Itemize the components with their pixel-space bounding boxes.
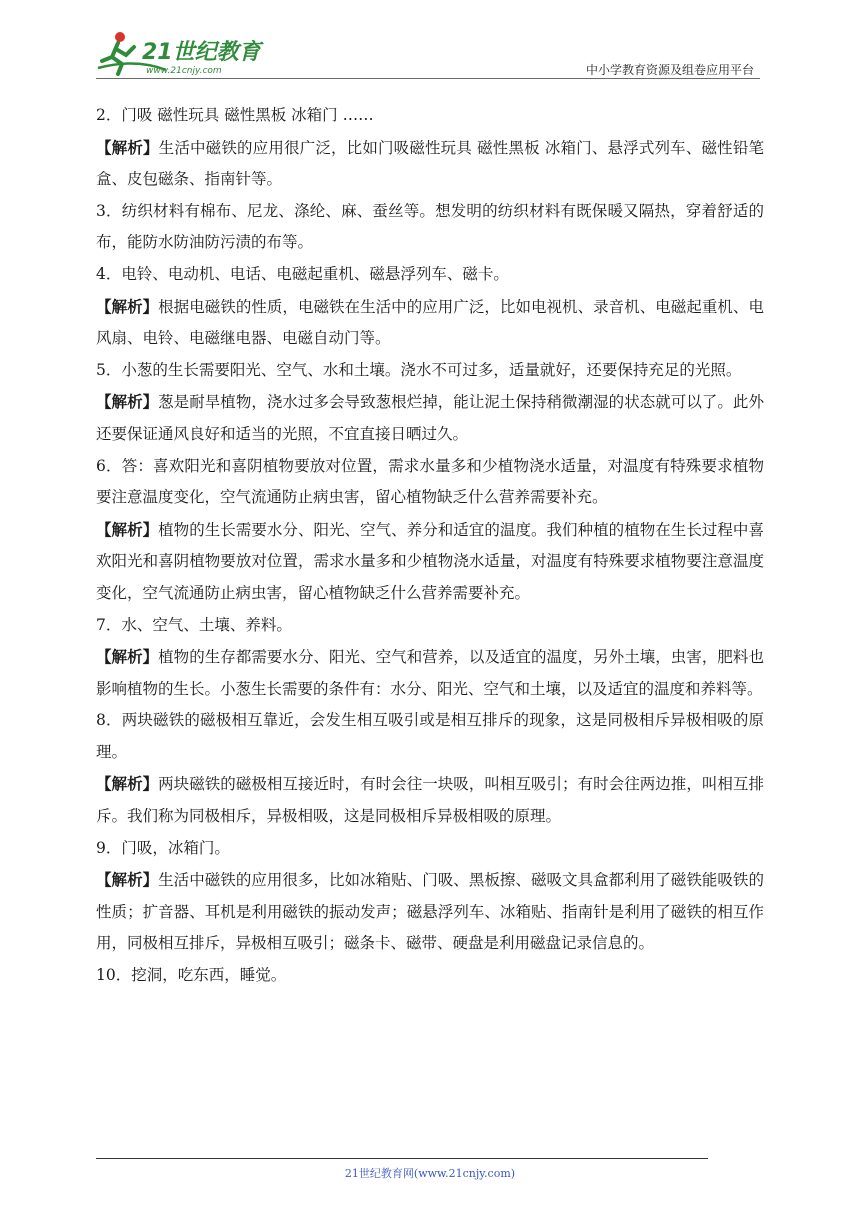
site-logo (96, 28, 266, 80)
analysis-tag: 【解析】 (96, 774, 159, 794)
paragraph-text: 3．纺织材料有棉布、尼龙、涤纶、麻、蚕丝等。想发明的纺织材料有既保暖又隔热，穿着舒适的布，能防水防油防污渍的布等。 (96, 201, 764, 252)
paragraph-text: 两块磁铁的磁极相互接近时，有时会往一块吸，叫相互吸引；有时会往两边推，叫相互排斥。我们称为同极相斥，异极相吸，这是同极相斥异极相吸的原理。 (96, 775, 764, 826)
answer-paragraph (96, 705, 764, 768)
answer-paragraph (96, 355, 764, 387)
answer-paragraph (96, 259, 764, 291)
analysis-paragraph (96, 291, 764, 355)
paragraph-text: 4．电铃、电动机、电话、电磁起重机、磁悬浮列车、磁卡。 (96, 264, 509, 283)
paragraph-text: 10．挖洞，吃东西，睡觉。 (96, 966, 287, 985)
paragraph-text: 7．水、空气、土壤、养料。 (96, 615, 292, 634)
paragraph-text: 5．小葱的生长需要阳光、空气、水和土壤。浇水不可过多，适量就好，还要保持充足的光照。 (96, 360, 742, 379)
paragraph-text: 2．门吸 磁性玩具 磁性黑板 冰箱门 …… (96, 106, 374, 124)
analysis-paragraph (96, 386, 764, 450)
header-divider (96, 78, 760, 79)
analysis-paragraph (96, 864, 764, 960)
answer-paragraph (96, 100, 764, 132)
analysis-tag: 【解析】 (96, 519, 159, 539)
answer-content (96, 100, 764, 992)
footer-divider (96, 1158, 708, 1159)
analysis-paragraph (96, 768, 764, 832)
analysis-paragraph (96, 641, 764, 705)
paragraph-text: 生活中磁铁的应用很多，比如冰箱贴、门吸、黑板擦、磁吸文具盒都利用了磁铁能吸铁的性质；扩音器、耳机是利用磁铁的振动发声；磁悬浮列车、冰箱贴、指南针是利用了磁铁的相互作用，同极相互排斥，异极相互吸引；磁条卡、磁带、硬盘是利用磁盘记录信息的。 (96, 871, 764, 953)
analysis-paragraph (96, 132, 764, 196)
footer-text: 21世纪教育网(www.21cnjy.com) (344, 1167, 516, 1180)
paragraph-text: 植物的生存都需要水分、阳光、空气和营养，以及适宜的温度，另外土壤，虫害，肥料也影响植物的生长。小葱生长需要的条件有：水分、阳光、空气和土壤，以及适宜的温度和养料等。 (96, 648, 764, 698)
analysis-tag: 【解析】 (96, 392, 159, 412)
answer-paragraph (96, 196, 764, 259)
paragraph-text: 8．两块磁铁的磁极相互靠近，会发生相互吸引或是相互排斥的现象，这是同极相斥异极相吸的原理。 (96, 711, 764, 761)
platform-name: 中小学教育资源及组卷应用平台 (585, 63, 754, 77)
paragraph-text: 6．答：喜欢阳光和喜阴植物要放对位置，需求水量多和少植物浇水适量，对温度有特殊要求植物要注意温度变化，空气流通防止病虫害，留心植物缺乏什么营养需要补充。 (96, 456, 764, 507)
paragraph-text: 葱是耐旱植物，浇水过多会导致葱根烂掉，能让泥土保持稍微潮湿的状态就可以了。此外还要保证通风良好和适当的光照，不宜直接日晒过久。 (96, 393, 764, 443)
answer-paragraph (96, 960, 764, 992)
answer-paragraph (96, 610, 764, 642)
analysis-tag: 【解析】 (96, 647, 159, 667)
paragraph-text: 根据电磁铁的性质，电磁铁在生活中的应用广泛，比如电视机、录音机、电磁起重机、电风扇、电铃、电磁继电器、电磁自动门等。 (96, 297, 764, 348)
logo-url: www.21cnjy.com (146, 66, 222, 76)
page-header (96, 28, 760, 80)
paragraph-text: 9．门吸，冰箱门。 (96, 838, 230, 857)
paragraph-text: 生活中磁铁的应用很广泛，比如门吸磁性玩具 磁性黑板 冰箱门、悬浮式列车、磁性铅笔盒、皮包磁条、指南针等。 (96, 138, 764, 189)
paragraph-text: 植物的生长需要水分、阳光、空气、养分和适宜的温度。我们种植的植物在生长过程中喜欢阳光和喜阴植物要放对位置，需求水量多和少植物浇水适量，对温度有特殊要求植物要注意温度变化，空气流通防止病虫害，留心植物缺乏什么营养需要补充。 (96, 520, 764, 602)
answer-paragraph (96, 833, 764, 865)
logo-text: 21世纪教育 (142, 40, 261, 65)
analysis-paragraph (96, 514, 764, 610)
analysis-tag: 【解析】 (96, 137, 159, 157)
analysis-tag: 【解析】 (96, 296, 159, 316)
answer-paragraph (96, 451, 764, 514)
analysis-tag: 【解析】 (96, 870, 159, 890)
